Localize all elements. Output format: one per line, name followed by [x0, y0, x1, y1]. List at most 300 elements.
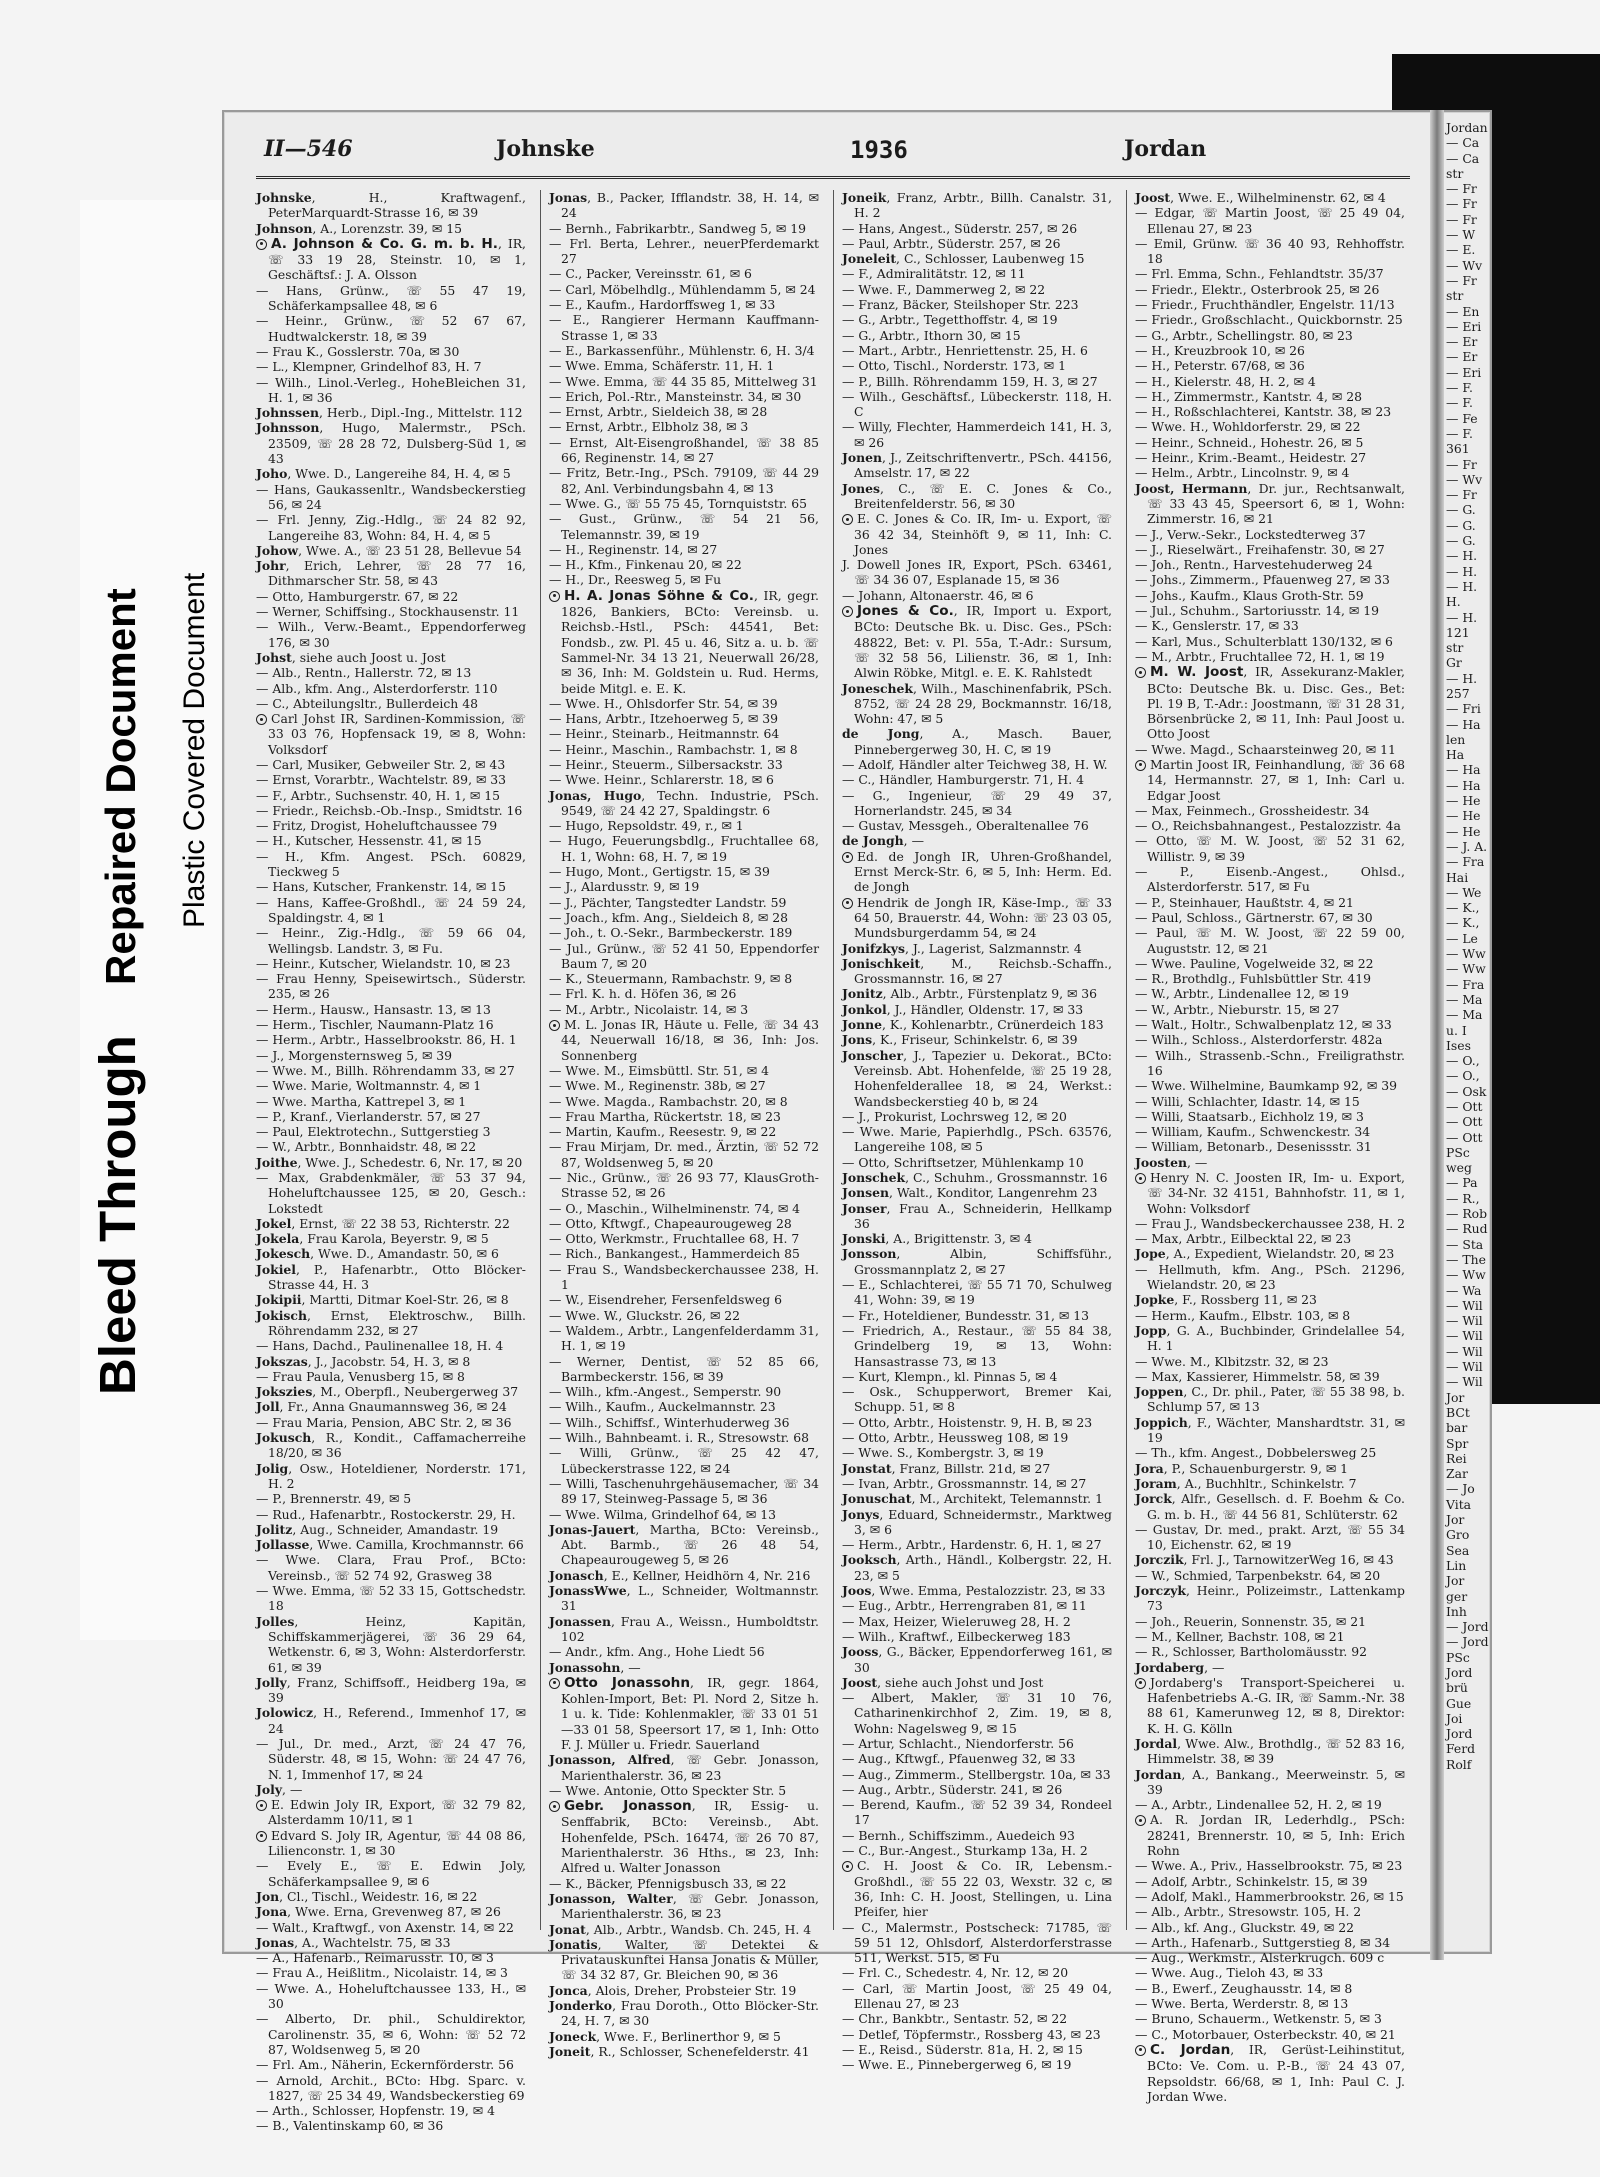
directory-entry: Jonasson, Alfred, ☏ Gebr. Jonasson, Marienthalerstr. 36, ✉ 23	[549, 1752, 819, 1783]
directory-entry: Jolitz, Aug., Schneider, Amandastr. 19	[256, 1521, 499, 1537]
entry-details: — Otto, Arbtr., Heussweg 108, ✉ 19	[842, 1430, 1069, 1446]
entry-details: G., Bäcker, Eppendorferweg 161, ✉ 30	[854, 1644, 1112, 1675]
entry-details: Henry N. C. Joosten IR, Im- u. Export, ☏ 34-Nr. 32 4151, Bahnhofstr. 11, ✉ 1, Wohn: Volksdorf	[1147, 1170, 1405, 1216]
entry-name: H. A. Jonas Söhne & Co.	[564, 587, 754, 604]
entry-details: — H., Kfm., Finkenau 20, ✉ 22	[549, 557, 742, 573]
entry-details: — Eug., Arbtr., Herrengraben 81, ✉ 11	[842, 1598, 1087, 1614]
edge-line: — R.,	[1446, 1190, 1480, 1206]
entry-details: — Fritz, Betr.-Ing., PSch. 79109, ☏ 44 29 82, Anl. Verbindungsbahn 4, ✉ 13	[549, 465, 819, 496]
entry-details: R., Schlosser, Schenefelderstr. 41	[598, 2043, 810, 2059]
entry-details: Frau Doroth., Otto Blöcker-Str. 24, H. 7, ✉ 30	[561, 1998, 819, 2029]
edge-line: — Fr	[1446, 211, 1477, 227]
entry-details: — Wwe. Antonie, Otto Speckter Str. 5	[549, 1782, 787, 1798]
entry-details: L., Schneider, Woltmannstr. 31	[561, 1583, 819, 1614]
entry-name: de Jong	[842, 726, 920, 742]
entry-name: Jokusch	[256, 1430, 312, 1446]
entry-details: A., Brigittenstr. 3, ✉ 4	[893, 1231, 1032, 1247]
entry-name: Jonas	[256, 1934, 295, 1950]
directory-entry: Jope, A., Expedient, Wielandstr. 20, ✉ 23	[1135, 1246, 1395, 1262]
directory-entry	[1135, 1904, 1405, 1919]
directory-entry	[842, 1828, 1112, 1843]
directory-entry	[256, 1048, 526, 1063]
directory-entry	[842, 757, 1112, 772]
entry-details: IR, ☏ 33 19 28, Steinstr. 10, ✉ 1, Geschäftsf.: J. A. Olsson	[268, 235, 526, 283]
directory-entry: Joosten, —	[1135, 1154, 1208, 1170]
entry-details: — Gust., Grünw., ☏ 54 21 56, Telemannstr. 39, ✉ 19	[549, 511, 819, 542]
directory-entry	[842, 1598, 1112, 1613]
entry-name: M. W. Joost	[1150, 664, 1244, 681]
edge-line: Rolf	[1446, 1756, 1472, 1772]
entry-details: — Wwe. Marie, Papierhdlg., PSch. 63576, Langereihe 108, ✉ 5	[842, 1124, 1112, 1155]
entry-name: Jonuschat	[842, 1491, 912, 1507]
directory-entry	[549, 986, 819, 1001]
entry-name: Joneleit	[842, 251, 897, 267]
edge-line: — En	[1446, 303, 1480, 319]
directory-entry	[842, 328, 1112, 343]
directory-entry	[1135, 389, 1405, 404]
entry-details: — K., Bäcker, Pfennigsbusch 33, ✉ 22	[549, 1875, 787, 1891]
directory-entry	[549, 1783, 819, 1798]
directory-entry	[842, 1981, 1112, 2012]
entry-details: Wwe. Emma, Pestalozzistr. 23, ✉ 33	[879, 1583, 1106, 1599]
directory-entry	[1135, 1048, 1405, 1079]
directory-entry: Joos, Wwe. Emma, Pestalozzistr. 23, ✉ 33	[842, 1583, 1106, 1599]
directory-entry	[549, 1384, 819, 1399]
entry-details: — Mart., Arbtr., Henriettenstr. 25, H. 6	[842, 342, 1088, 358]
entry-details: H., Referend., Immenhof 17, ✉ 24	[268, 1705, 526, 1736]
entry-details: — Max, Heizer, Wieleruweg 28, H. 2	[842, 1613, 1071, 1629]
edge-line: — Jo	[1446, 1481, 1475, 1497]
entry-details: Heinz, Kapitän, Schiffskammerjägerei, ☏ 36 29 64, Wetkenstr. 6, ✉ 3, Wohn: Alsterdorferstr. 61, ✉ 39	[268, 1613, 526, 1675]
entry-details: — Detlef, Töpfermstr., Rossberg 43, ✉ 23	[842, 2026, 1101, 2042]
directory-entry	[842, 1155, 1112, 1170]
entry-details: — Aug., Kftwgf., Pfauenweg 32, ✉ 33	[842, 1751, 1076, 1767]
entry-details: — Chr., Bankbtr., Sentastr. 52, ✉ 22	[842, 2011, 1068, 2027]
entry-name: Jokiel	[256, 1261, 297, 1277]
entry-details: — Willi, Grünw., ☏ 25 42 47, Lübeckerstrasse 122, ✉ 24	[549, 1445, 819, 1476]
entry-details: — Bruno, Schauerm., Wetkenstr. 5, ✉ 3	[1135, 2011, 1382, 2027]
entry-details: — Rud., Hafenarbtr., Rostockerstr. 29, H.	[256, 1506, 516, 1522]
directory-entry: Jonkol, J., Händler, Oldenstr. 17, ✉ 33	[842, 1001, 1084, 1017]
directory-entry	[842, 1751, 1112, 1766]
directory-entry	[1135, 588, 1405, 603]
entry-details: IR, Assekuranz-Makler, BCto: Deutsche Bk. u. Disc. Ges., Bet: Pl. 19 B, T.-Adr.: Joostmann, ☏ 31 28 31, Börsenbrücke 2, ✉ 11, Inh: Paul Joost u. Otto Joost	[1147, 664, 1405, 742]
directory-entry	[1135, 1797, 1405, 1812]
entry-details: — C., Abteilungsltr., Bullerdeich 48	[256, 695, 478, 711]
bullet-circle-icon	[549, 1020, 560, 1031]
entry-details: — M., Arbtr., Nicolaistr. 14, ✉ 3	[549, 1001, 749, 1017]
directory-entry	[842, 511, 1112, 557]
entry-details: — H., Zimmermstr., Kantstr. 4, ✉ 28	[1135, 388, 1362, 404]
directory-entry: Joneit, R., Schlosser, Schenefelderstr. 41	[549, 2043, 810, 2059]
entry-details: B., Packer, Ifflandstr. 38, H. 14, ✉ 24	[561, 190, 819, 221]
entry-name: Jonsson	[842, 1246, 897, 1262]
entry-details: J. Dowell Jones IR, Export, PSch. 63461, ☏ 34 36 07, Esplanade 15, ✉ 36	[842, 557, 1112, 588]
directory-entry: Jorczik, Frl. J., TarnowitzerWeg 16, ✉ 43	[1135, 1552, 1394, 1568]
directory-entry	[549, 1507, 819, 1522]
entry-details: — Walt., Holtr., Schwalbenplatz 12, ✉ 33	[1135, 1017, 1392, 1033]
entry-details: — Wwe. Pauline, Vogelweide 32, ✉ 22	[1135, 955, 1374, 971]
edge-line: — Rob	[1446, 1206, 1488, 1222]
entry-details: — Paul, Elektrotechn., Suttgerstieg 3	[256, 1124, 491, 1140]
entry-details: — Ernst, Vorarbtr., Wachtelstr. 89, ✉ 33	[256, 772, 507, 788]
entry-name: Joneik	[842, 190, 887, 205]
edge-line: — Wv	[1446, 471, 1483, 487]
edge-line: 257	[1446, 685, 1470, 701]
column-2	[549, 190, 819, 2059]
entry-details: — Hellmuth, kfm. Ang., PSch. 21296, Wielandstr. 20, ✉ 23	[1135, 1261, 1405, 1293]
entry-details: — L., Klempner, Grindelhof 83, H. 7	[256, 359, 482, 375]
directory-entry: Joly, —	[256, 1781, 303, 1797]
directory-entry: Jokela, Frau Karola, Beyerstr. 9, ✉ 5	[256, 1231, 489, 1247]
entry-details: — Alb., Rentn., Hallerstr. 72, ✉ 13	[256, 665, 472, 681]
directory-entry: Jordaberg, —	[1135, 1659, 1225, 1675]
edge-line: — Ott	[1446, 1099, 1483, 1114]
entry-name: Joram	[1135, 1475, 1177, 1491]
entry-details: C., Dr. phil., Pater, ☏ 55 38 98, b. Schlump 57, ✉ 13	[1147, 1384, 1405, 1415]
directory-entry	[842, 1476, 1112, 1491]
page-number: II—546	[264, 136, 353, 162]
edge-line: — We	[1446, 884, 1482, 900]
entry-details: — H., Peterstr. 67/68, ✉ 36	[1135, 358, 1305, 374]
edge-line: — Fra	[1446, 976, 1485, 992]
entry-details: — Franz, Bäcker, Steilshoper Str. 223	[842, 297, 1079, 313]
edge-line: weg	[1446, 1160, 1472, 1176]
entry-details: — Wilh., Geschäftsf., Lübeckerstr. 118, H. C	[842, 388, 1112, 420]
entry-details: — Helm., Arbtr., Lincolnstr. 9, ✉ 4	[1135, 465, 1350, 481]
edge-line: — Ott	[1446, 1114, 1483, 1130]
entry-name: Jonassen	[549, 1613, 612, 1629]
directory-entry	[1135, 2011, 1405, 2026]
bullet-circle-icon	[842, 852, 853, 863]
directory-entry	[1135, 419, 1405, 434]
entry-details: IR, Import u. Export, BCto: Deutsche Bk. u. Disc. Ges., PSch: 48822, Bet: v. Pl. 55a, T.-Adr.: Sursum, ☏ 32 58 56, Lilienstr. 36, ✉ 1, Inh: Alwin Röbke, Mitgl. e. E. K. Rahlstedt	[854, 603, 1112, 681]
directory-entry	[1135, 1094, 1405, 1109]
directory-entry	[256, 1507, 526, 1522]
entry-details: Dr. jur., Rechtsanwalt, ☏ 33 43 45, Speersort 6, ✉ 1, Wohn: Zimmerstr. 16, ✉ 21	[1147, 480, 1405, 527]
directory-entry	[1135, 312, 1405, 327]
directory-entry: Johr, Erich, Lehrer, ☏ 28 77 16, Dithmarscher Str. 58, ✉ 43	[256, 558, 526, 589]
entry-details: — Waldem., Arbtr., Langenfelderdamm 31, H. 1, ✉ 19	[549, 1322, 819, 1354]
entry-details: M., Architekt, Telemannstr. 1	[919, 1491, 1103, 1507]
directory-entry: Jonne, K., Kohlenarbtr., Crünerdeich 183	[842, 1017, 1104, 1033]
entry-name: Jonca	[549, 1982, 588, 1998]
entry-name: de Jongh	[842, 833, 904, 849]
entry-details: — Werner, Schiffsing., Stockhausenstr. 11	[256, 604, 520, 620]
entry-details: — Wwe. A., Priv., Hasselbrookstr. 75, ✉ 23	[1135, 1858, 1403, 1874]
entry-details: — William, Betonarb., Desenissstr. 31	[1135, 1139, 1372, 1155]
entry-details: —	[1194, 1154, 1208, 1170]
directory-entry: Jolly, Franz, Schiffsoff., Heidberg 19a, ✉ 39	[256, 1674, 526, 1706]
directory-entry	[256, 1078, 526, 1093]
entry-details: ☏ Gebr. Jonasson, Marienthalerstr. 36, ✉ 23	[561, 1752, 819, 1783]
directory-entry	[256, 1920, 526, 1935]
directory-entry: Jonca, Alois, Dreher, Probsteier Str. 19	[549, 1982, 797, 1998]
entry-name: Johst	[256, 649, 292, 665]
directory-entry: Jonischkeit, M., Reichsb.-Schaffn., Grossmannstr. 16, ✉ 27	[842, 955, 1112, 987]
directory-entry	[1135, 1812, 1405, 1858]
entry-details: — Hugo, Mont., Gertigstr. 15, ✉ 39	[549, 864, 770, 880]
directory-entry	[549, 358, 819, 373]
entry-details: — C., Packer, Vereinsstr. 61, ✉ 6	[549, 266, 752, 282]
edge-line: — Ca	[1446, 135, 1480, 151]
directory-entry	[256, 849, 526, 880]
directory-entry	[549, 435, 819, 466]
directory-entry	[1135, 1935, 1405, 1950]
entry-name: Jonys	[842, 1506, 880, 1522]
entry-details: — Th., kfm. Angest., Dobbelersweg 25	[1135, 1445, 1377, 1461]
entry-name: Jonat	[549, 1921, 586, 1937]
entry-details: — Frau Maria, Pension, ABC Str. 2, ✉ 36	[256, 1414, 512, 1430]
directory-entry	[549, 1246, 819, 1261]
edge-line: ger	[1446, 1588, 1468, 1604]
directory-entry	[256, 283, 526, 314]
directory-entry: Jonuschat, M., Architekt, Telemannstr. 1	[842, 1491, 1103, 1507]
entry-details: — Gustav, Messgeh., Oberaltenallee 76	[842, 818, 1089, 834]
directory-entry	[1135, 1644, 1405, 1659]
entry-details: — Bernh., Fabrikarbtr., Sandweg 5, ✉ 19	[549, 220, 806, 236]
entry-name: Jonski	[842, 1231, 886, 1247]
edge-line: — Ww	[1446, 946, 1486, 962]
directory-entry	[256, 757, 526, 772]
directory-entry	[256, 1828, 526, 1859]
directory-entry	[1135, 266, 1405, 281]
entry-details: — Arth., Hafenarb., Suttgerstieg 8, ✉ 34	[1135, 1934, 1391, 1950]
entry-details: — Heinr., Steuerm., Silbersackstr. 33	[549, 756, 783, 772]
directory-entry: C. Jordan, IR, Gerüst-Leihinstitut, BCto: Ve. Com. u. P.-B., ☏ 24 43 07, Repsoldstr. 66/68, ✉ 1, Inh: Paul C. J. Jordan Wwe.	[1135, 2042, 1405, 2104]
entry-details: — Adolf, Händler alter Teichweg 38, H. W.	[842, 756, 1108, 772]
directory-entry	[549, 971, 819, 986]
entry-name: Jokszas	[256, 1353, 308, 1369]
entry-name: Jordan	[1135, 1766, 1182, 1782]
bullet-circle-icon	[256, 1831, 267, 1842]
entry-details: — M., Arbtr., Fruchtallee 72, H. 1, ✉ 19	[1135, 648, 1385, 664]
entry-details: Wwe. E., Wilhelminenstr. 62, ✉ 4	[1177, 190, 1386, 205]
entry-name: Johnssen	[256, 405, 319, 421]
entry-details: — Artur, Schlacht., Niendorferstr. 56	[842, 1735, 1074, 1751]
entry-details: Frau Karola, Beyerstr. 9, ✉ 5	[307, 1231, 489, 1247]
directory-entry	[549, 864, 819, 879]
directory-entry	[549, 925, 819, 940]
directory-entry: Jonat, Alb., Arbtr., Wandsb. Ch. 245, H. 4	[549, 1921, 812, 1937]
entry-name: Joithe	[256, 1154, 298, 1170]
bullet-circle-icon	[1135, 1815, 1146, 1826]
entry-name: Johnson	[256, 220, 313, 236]
entry-details: Wwe. F., Berlinerthor 9, ✉ 5	[604, 2028, 781, 2044]
entry-details: — Heinr., Schneid., Hohestr. 26, ✉ 5	[1135, 434, 1364, 450]
directory-entry: Jonas, A., Wachtelstr. 75, ✉ 33	[256, 1934, 451, 1950]
directory-entry	[256, 2057, 526, 2072]
entry-details: IR, Gerüst-Leihinstitut, BCto: Ve. Com. u. P.-B., ☏ 24 43 07, Repsoldstr. 66/68, ✉ 1, Inh: Paul C. J. Jordan Wwe.	[1147, 2041, 1405, 2104]
entry-details: — P., Steinhauer, Haußtstr. 4, ✉ 21	[1135, 894, 1354, 910]
edge-line: — Wa	[1446, 1282, 1482, 1298]
entry-details: — Max, Grabdenkmäler, ☏ 53 37 94, Hoheluftchaussee 125, ✉ 20, Gesch.: Lokstedt	[256, 1170, 526, 1216]
edge-line: — E.	[1446, 242, 1476, 258]
entry-details: — Jul., Dr. med., Arzt, ☏ 24 47 76, Süderstr. 48, ✉ 15, Wohn: ☏ 24 47 76, N. 1, Immenhof 17, ✉ 24	[256, 1735, 526, 1782]
entry-details: —	[289, 1781, 303, 1797]
entry-details: — Max, Arbtr., Eilbecktal 22, ✉ 23	[1135, 1231, 1352, 1247]
edge-line: Sea	[1446, 1542, 1470, 1558]
running-head-right: Jordan	[1124, 136, 1207, 162]
entry-name: Jonkol	[842, 1001, 887, 1017]
directory-entry	[549, 1476, 819, 1507]
entry-name: Johow	[256, 542, 299, 558]
edge-line: — Wil	[1446, 1328, 1483, 1344]
entry-details: — J., Verw.-Sekr., Lockstedterweg 37	[1135, 526, 1366, 542]
edge-line: — Er	[1446, 334, 1478, 350]
entry-name: Jonasson, Alfred	[549, 1752, 671, 1768]
edge-line: Jord	[1446, 1726, 1473, 1742]
edge-line: Ha	[1446, 747, 1465, 763]
entry-details: C., Schlosser, Laubenweg 15	[903, 251, 1085, 267]
directory-entry: Johnsson, Hugo, Malermstr., PSch. 23509, ☏ 28 28 72, Dulsberg-Süd 1, ✉ 43	[256, 420, 526, 467]
entry-details: — E., Reisd., Süderstr. 81a, H. 2, ✉ 15	[842, 2041, 1083, 2057]
bullet-circle-icon	[256, 1800, 267, 1811]
entry-details: — Erich, Pol.-Rtr., Mansteinstr. 34, ✉ 30	[549, 388, 802, 404]
directory-entry: Joram, A., Buchhltr., Schinkelstr. 7	[1135, 1475, 1357, 1491]
entry-details: — Wilh., Schloss., Alsterdorferstr. 482a	[1135, 1032, 1383, 1048]
edge-line: — Wil	[1446, 1313, 1483, 1329]
entry-name: Jokel	[256, 1215, 292, 1231]
entry-name: Jona	[256, 1904, 288, 1920]
entry-details: — Herm., Hausw., Hansastr. 13, ✉ 13	[256, 1001, 491, 1017]
directory-entry	[256, 711, 526, 757]
edge-line: — Ww	[1446, 961, 1486, 977]
entry-details: — Paul, ☏ M. W. Joost, ☏ 22 59 00, Auguststr. 12, ✉ 21	[1135, 925, 1405, 956]
directory-entry: Jordan, A., Bankang., Meerweinstr. 5, ✉ 39	[1135, 1766, 1405, 1797]
edge-line: — Wil	[1446, 1343, 1483, 1359]
directory-entry	[1135, 1109, 1405, 1124]
entry-details: — Wilh., kfm.-Angest., Semperstr. 90	[549, 1384, 782, 1400]
entry-details: — Paul, Arbtr., Süderstr. 257, ✉ 26	[842, 235, 1061, 251]
entry-name: Jordaberg	[1135, 1659, 1205, 1675]
edge-line: — Jord	[1446, 1619, 1489, 1635]
entry-name: Jonas	[549, 190, 588, 205]
directory-entry: Jonsen, Walt., Konditor, Langenrehm 23	[842, 1185, 1098, 1201]
edge-line: — He	[1446, 823, 1481, 839]
directory-entry: Joneik, Franz, Arbtr., Billh. Canalstr. 31, H. 2	[842, 190, 1112, 221]
entry-details: — Frl. Berta, Lehrer., neuerPferdemarkt 27	[549, 235, 819, 267]
directory-entry: Jordal, Wwe. Alw., Brothdlg., ☏ 52 83 16, Himmelstr. 38, ✉ 39	[1135, 1735, 1405, 1767]
entry-details: — Wwe. Berta, Werderstr. 8, ✉ 13	[1135, 1996, 1349, 2012]
directory-entry	[256, 1032, 526, 1047]
entry-details: Alb., Arbtr., Wandsb. Ch. 245, H. 4	[593, 1921, 812, 1937]
entry-details: — Carl, Musiker, Gebweiler Str. 2, ✉ 43	[256, 756, 506, 772]
entry-details: J., Lagerist, Salzmannstr. 4	[912, 940, 1082, 956]
entry-name: Jonsen	[842, 1185, 890, 1201]
directory-entry	[256, 375, 526, 406]
entry-name: Johnske	[256, 190, 312, 205]
entry-name: Jonitz	[842, 986, 883, 1002]
entry-details: — R., Schlosser, Bartholomäusstr. 92	[1135, 1644, 1368, 1660]
entry-details: — Ernst, Arbtr., Elbholz 38, ✉ 3	[549, 419, 749, 435]
entry-details: — W., Arbtr., Lindenallee 12, ✉ 19	[1135, 986, 1349, 1002]
entry-details: — H., Kielerstr. 48, H. 2, ✉ 4	[1135, 373, 1316, 389]
edge-line: — Osk	[1446, 1083, 1487, 1099]
entry-details: C., Schuhm., Grossmannstr. 16	[913, 1170, 1108, 1185]
directory-entry: Joppich, F., Wächter, Manshardtstr. 31, ✉ 19	[1135, 1414, 1405, 1446]
directory-entry: Jones & Co., IR, Import u. Export, BCto: Deutsche Bk. u. Disc. Ges., PSch: 48822, Bet: v. Pl. 55a, T.-Adr.: Sursum, ☏ 32 58 56, Lilienstr. 36, ✉ 1, Inh: Alwin Röbke, Mitgl. e. E. K. Rahlstedt	[842, 603, 1112, 680]
directory-entry	[549, 696, 819, 711]
directory-entry: Johow, Wwe. A., ☏ 23 51 28, Bellevue 54	[256, 542, 522, 558]
entry-details: — Otto, Arbtr., Hoistenstr. 9, H. B, ✉ 23	[842, 1414, 1093, 1430]
edge-line: 361	[1446, 441, 1470, 457]
directory-entry	[1135, 757, 1405, 803]
directory-entry	[256, 681, 526, 696]
directory-entry	[549, 1308, 819, 1323]
directory-entry: Jonitz, Alb., Arbtr., Fürstenplatz 9, ✉ 36	[842, 986, 1098, 1002]
edge-line: — Eri	[1446, 318, 1482, 334]
entry-details: ☏ Gebr. Jonasson, Marienthalerstr. 36, ✉ 23	[561, 1890, 819, 1922]
directory-entry	[256, 344, 526, 359]
directory-entry	[1135, 1354, 1405, 1369]
entry-details: — B., Valentinskamp 60, ✉ 36	[256, 2118, 444, 2134]
entry-details: — Wilh., Strassenb.-Schn., Freiligrathstr. 16	[1135, 1047, 1405, 1078]
directory-entry	[1135, 404, 1405, 419]
directory-entry: Jopp, G. A., Buchbinder, Grindelallee 54, H. 1	[1135, 1322, 1405, 1354]
directory-entry	[256, 512, 526, 543]
directory-entry	[1135, 527, 1405, 542]
directory-entry	[256, 1552, 526, 1583]
edge-line: Gro	[1446, 1527, 1470, 1543]
column-4	[1135, 190, 1405, 2104]
entry-details: — Frl. Am., Näherin, Eckernförderstr. 56	[256, 2057, 514, 2073]
edge-line: — F.	[1446, 380, 1473, 396]
entry-details: — Wwe. M., Klbitzstr. 32, ✉ 23	[1135, 1353, 1329, 1369]
directory-entry	[549, 1292, 819, 1307]
directory-entry	[1135, 1965, 1405, 1980]
bullet-circle-icon	[1135, 1173, 1146, 1184]
entry-details: P., Hafenarbtr., Otto Blöcker-Strasse 44, H. 3	[268, 1261, 526, 1293]
edge-line: Ises	[1446, 1037, 1471, 1053]
entry-name: Jollasse	[256, 1537, 310, 1553]
entry-details: H., Kraftwagenf., PeterMarquardt-Strasse 16, ✉ 39	[268, 190, 526, 221]
entry-details: E. Edwin Joly IR, Export, ☏ 32 79 82, Alsterdamm 10/11, ✉ 1	[268, 1797, 526, 1828]
edge-line: — Ww	[1446, 1267, 1486, 1283]
directory-entry	[549, 1201, 819, 1216]
entry-details: — Ivan, Arbtr., Grossmannstr. 14, ✉ 27	[842, 1475, 1087, 1491]
entry-details: Hendrik de Jongh IR, Käse-Imp., ☏ 33 64 50, Brauerstr. 44, Wohn: ☏ 23 03 05, Mundsburgerdamm 54, ✉ 24	[854, 894, 1112, 941]
entry-details: — Jul., Schuhm., Sartoriusstr. 14, ✉ 19	[1135, 603, 1379, 619]
entry-name: Jolly	[256, 1674, 287, 1690]
directory-entry	[1135, 236, 1405, 267]
entry-details: Erich, Lehrer, ☏ 28 77 16, Dithmarscher Str. 58, ✉ 43	[268, 558, 526, 589]
entry-details: — Wwe. M., Billh. Röhrendamm 33, ✉ 27	[256, 1062, 515, 1078]
entry-details: Walter, ☏ Detektei & Privatauskunftei Hansa Jonatis & Müller, ☏ 34 32 87, Gr. Bleichen 90, ✉ 36	[561, 1936, 819, 1983]
directory-entry	[549, 542, 819, 557]
entry-details: A., Wachtelstr. 75, ✉ 33	[302, 1934, 451, 1950]
edge-line: H.	[1446, 594, 1461, 610]
edge-line: — G.	[1446, 533, 1476, 549]
entry-details: — Andr., kfm. Ang., Hohe Liedt 56	[549, 1644, 765, 1660]
directory-entry: Jolowicz, H., Referend., Immenhof 17, ✉ 24	[256, 1705, 526, 1736]
directory-entry	[549, 1876, 819, 1891]
directory-entry	[1135, 895, 1405, 910]
directory-entry	[1135, 1231, 1405, 1246]
edge-line: Gue	[1446, 1695, 1472, 1711]
edge-line: str	[1446, 640, 1464, 656]
entry-name: Jonstat	[842, 1460, 892, 1476]
entry-details: — Wwe. Wilhelmine, Baumkamp 92, ✉ 39	[1135, 1078, 1397, 1094]
entry-details: — Otto, Werkmstr., Fruchtallee 68, H. 7	[549, 1231, 800, 1247]
directory-entry	[842, 1308, 1112, 1323]
bullet-circle-icon	[1135, 2045, 1146, 2056]
entry-details: —	[911, 833, 924, 849]
entry-name: Joppich	[1135, 1414, 1188, 1430]
directory-entry	[842, 1797, 1112, 1828]
entry-name: Joho	[256, 466, 288, 482]
directory-entry: Jorck, Alfr., Gesellsch. d. F. Boehm & Co. G. m. b. H., ☏ 44 56 81, Schlüterstr. 62	[1135, 1491, 1405, 1522]
